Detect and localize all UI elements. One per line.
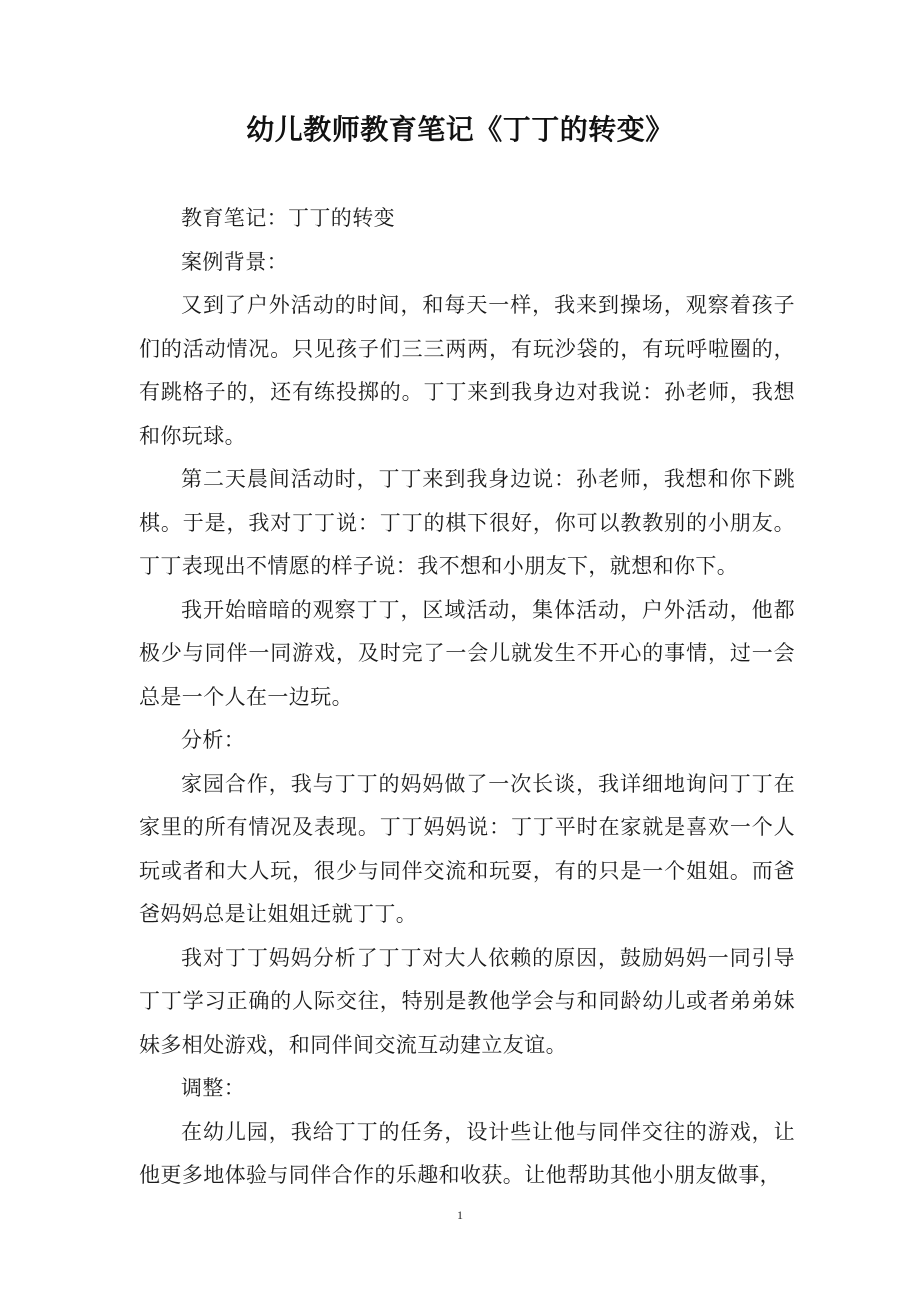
document-title: 幼儿教师教育笔记《丁丁的转变》: [246, 113, 674, 146]
paragraph: 第二天晨间活动时，丁丁来到我身边说：孙老师，我想和你下跳棋。于是，我对丁丁说：丁丁的棋下很好，你可以教教别的小朋友。丁丁表现出不情愿的样子说：我不想和小朋友下，就想和你下。: [139, 467, 795, 578]
paragraph: 我开始暗暗的观察丁丁，区域活动，集体活动，户外活动，他都极少与同伴一同游戏，及时完了一会儿就发生不开心的事情，过一会总是一个人在一边玩。: [139, 597, 795, 709]
paragraph: 我对丁丁妈妈分析了丁丁对大人依赖的原因，鼓励妈妈一同引导丁丁学习正确的人际交往，特别是教他学会与和同龄幼儿或者弟弟妹妹多相处游戏，和同伴间交流互动建立友谊。: [139, 945, 795, 1057]
heading-case-background: 案例背景：: [181, 249, 288, 274]
heading-analysis: 分析：: [181, 728, 246, 752]
heading-adjustment: 调整：: [181, 1076, 246, 1100]
paragraph: 在幼儿园，我给丁丁的任务，设计些让他与同伴交往的游戏，让他更多地体验与同伴合作的乐趣和收获。让他帮助其他小朋友做事，: [139, 1119, 795, 1187]
paragraph-subtitle: 教育笔记：丁丁的转变: [181, 206, 395, 230]
document-body: [139, 197, 795, 1198]
paragraph: 又到了户外活动的时间，和每天一样，我来到操场，观察着孩子们的活动情况。只见孩子们三三两两，有玩沙袋的，有玩呼啦圈的，有跳格子的，还有练投掷的。丁丁来到我身边对我说：孙老师，我想和你玩球。: [139, 293, 795, 448]
page-number: 1: [457, 1208, 463, 1222]
paragraph: 家园合作，我与丁丁的妈妈做了一次长谈，我详细地询问丁丁在家里的所有情况及表现。丁丁妈妈说：丁丁平时在家就是喜欢一个人玩或者和大人玩，很少与同伴交流和玩耍，有的只是一个姐姐。而爸爸妈妈总是让姐姐迁就丁丁。: [139, 771, 795, 926]
